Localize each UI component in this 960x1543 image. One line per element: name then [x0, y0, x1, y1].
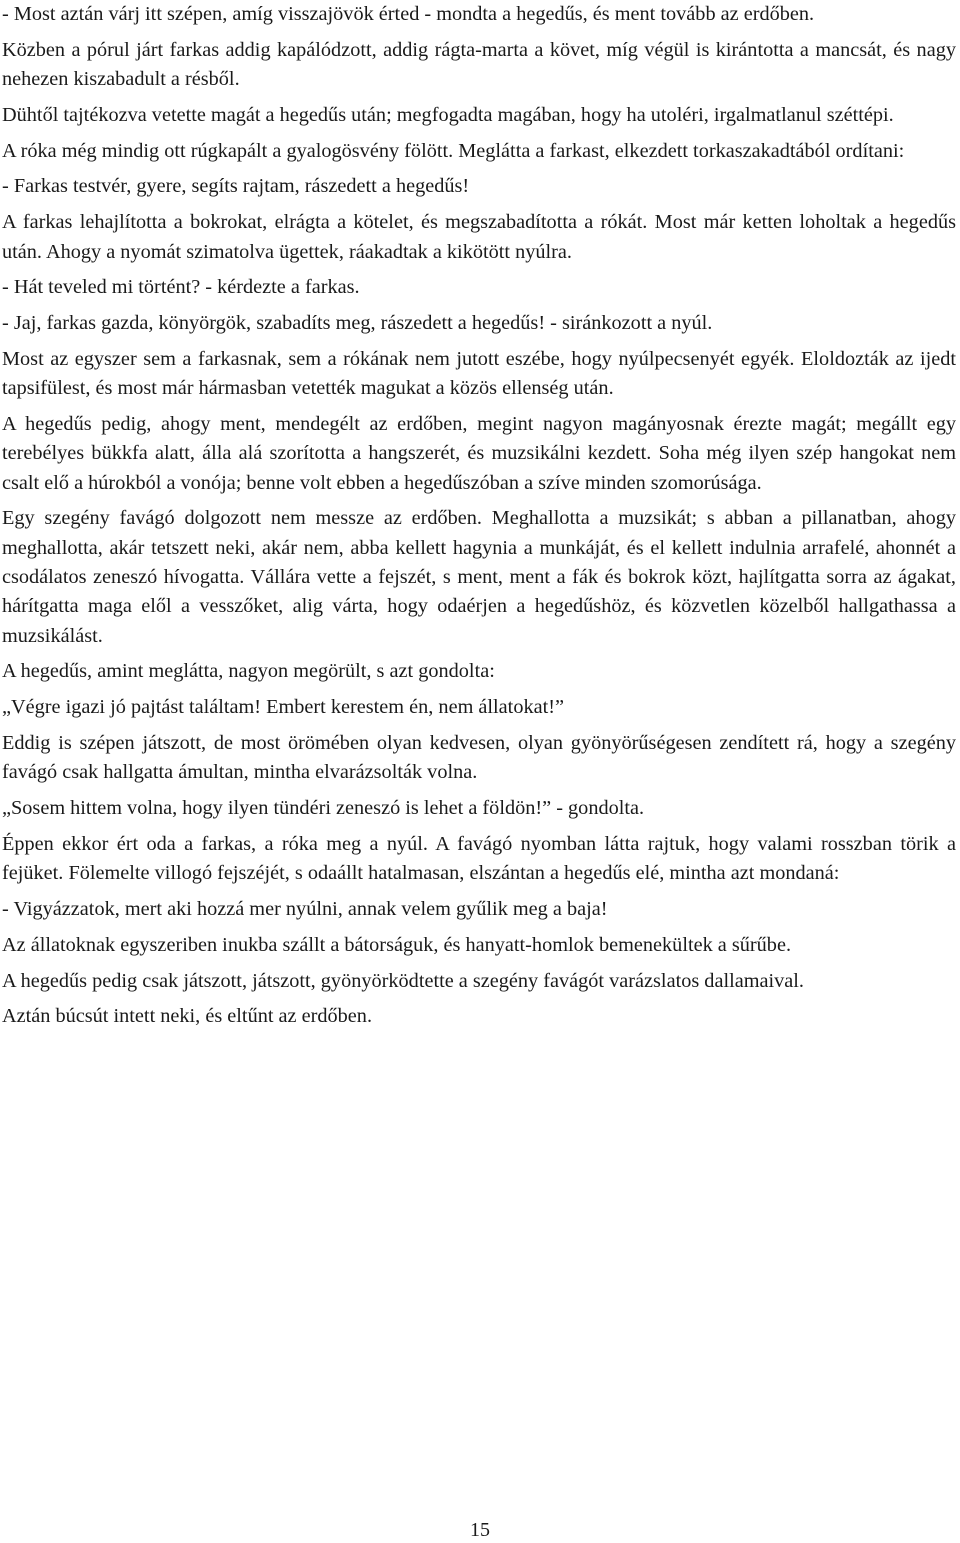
- paragraph: Az állatoknak egyszeriben inukba szállt a bátorságuk, és hanyatt-homlok bemenekültek a sűrűbe.: [2, 933, 792, 956]
- paragraph: A hegedűs, amint meglátta, nagyon megörült, s azt gondolta:: [2, 660, 495, 683]
- paragraph: - Most aztán várj itt szépen, amíg visszajövök érted - mondta a hegedűs, és ment tovább az erdőben.: [2, 3, 815, 25]
- paragraph: A hegedűs pedig, ahogy ment, mendegélt az erdőben, megint nagyon magányosnak érezte magát; megállt egy terebélyes bükkfa alatt, álla alá szorította a hangszerét, és muzsikálni kezdett. Soha még ilyen szép hangokat nem csalt elő a húrokból a vonója; benne volt ebben a hegedűszóban a szíve minden szomorúsága.: [2, 413, 956, 494]
- paragraph: - Jaj, farkas gazda, könyörgök, szabadíts meg, rászedett a hegedűs! - siránkozott a nyúl.: [2, 312, 713, 335]
- paragraph: Eddig is szépen játszott, de most örömében olyan kedvesen, olyan gyönyörűségesen zendített rá, hogy a szegény favágó csak hallgatta ámultan, mintha elvarázsolták volna.: [2, 732, 956, 784]
- paragraph: - Vigyázzatok, mert aki hozzá mer nyúlni, annak velem gyűlik meg a baja!: [2, 898, 608, 921]
- page-number: 15: [470, 1519, 490, 1541]
- paragraph: - Hát teveled mi történt? - kérdezte a farkas.: [2, 276, 360, 299]
- paragraph: A hegedűs pedig csak játszott, játszott, gyönyörködtette a szegény favágót varázslatos dallamaival.: [2, 969, 804, 992]
- paragraph: „Végre igazi jó pajtást találtam! Embert kerestem én, nem állatokat!”: [2, 696, 564, 719]
- paragraph: „Sosem hittem volna, hogy ilyen tündéri zeneszó is lehet a földön!” - gondolta.: [2, 797, 645, 820]
- paragraph: Egy szegény favágó dolgozott nem messze az erdőben. Meghallotta a muzsikát; s abban a pillanatban, ahogy meghallotta, akár tetszett neki, akár nem, abba kellett hagynia a munkáját, és el kellett indulnia arrafelé, ahonnét a csodálatos zeneszó hívogatta. Vállára vette a fejszét, s ment, ment a fák és bokrok közt, hajlítgatta sorra az ágakat, hárítgatta maga elől a vesszőket, alig várta, hogy odaérjen a hegedűshöz, és közvetlen közelből hallgathassa a muzsikálást.: [2, 507, 956, 647]
- paragraph: A róka még mindig ott rúgkapált a gyalogösvény fölött. Meglátta a farkast, elkezdett torkaszakadtából ordítani:: [2, 139, 905, 162]
- paragraph: Dühtől tajtékozva vetette magát a hegedűs után; megfogadta magában, hogy ha utoléri, irgalmatlanul széttépi.: [2, 103, 894, 126]
- paragraph: - Farkas testvér, gyere, segíts rajtam, rászedett a hegedűs!: [2, 175, 470, 198]
- paragraph: Most az egyszer sem a farkasnak, sem a rókának nem jutott eszébe, hogy nyúlpecsenyét egyék. Eloldozták az ijedt tapsifülest, és most már hármasban vetették magukat a közös ellenség után.: [2, 347, 956, 400]
- paragraph: Közben a pórul járt farkas addig kapálódzott, addig rágta-marta a követ, míg végül is kirántotta a mancsát, és nagy nehezen kiszabadult a résből.: [2, 38, 956, 91]
- text-body: [2, 0, 956, 1038]
- paragraph: A farkas lehajlította a bokrokat, elrágta a kötelet, és megszabadította a rókát. Most már ketten loholtak a hegedűs után. Ahogy a nyomát szimatolva ügettek, ráakadtak a kikötött nyúlra.: [2, 211, 956, 263]
- paragraph: Aztán búcsút intett neki, és eltűnt az erdőben.: [2, 1005, 373, 1028]
- paragraph: Éppen ekkor ért oda a farkas, a róka meg a nyúl. A favágó nyomban látta rajtuk, hogy valami rosszban törik a fejüket. Fölemelte villogó fejszéjét, s odaállt hatalmasan, elszántan a hegedűs elé, mintha azt mondaná:: [2, 832, 956, 885]
